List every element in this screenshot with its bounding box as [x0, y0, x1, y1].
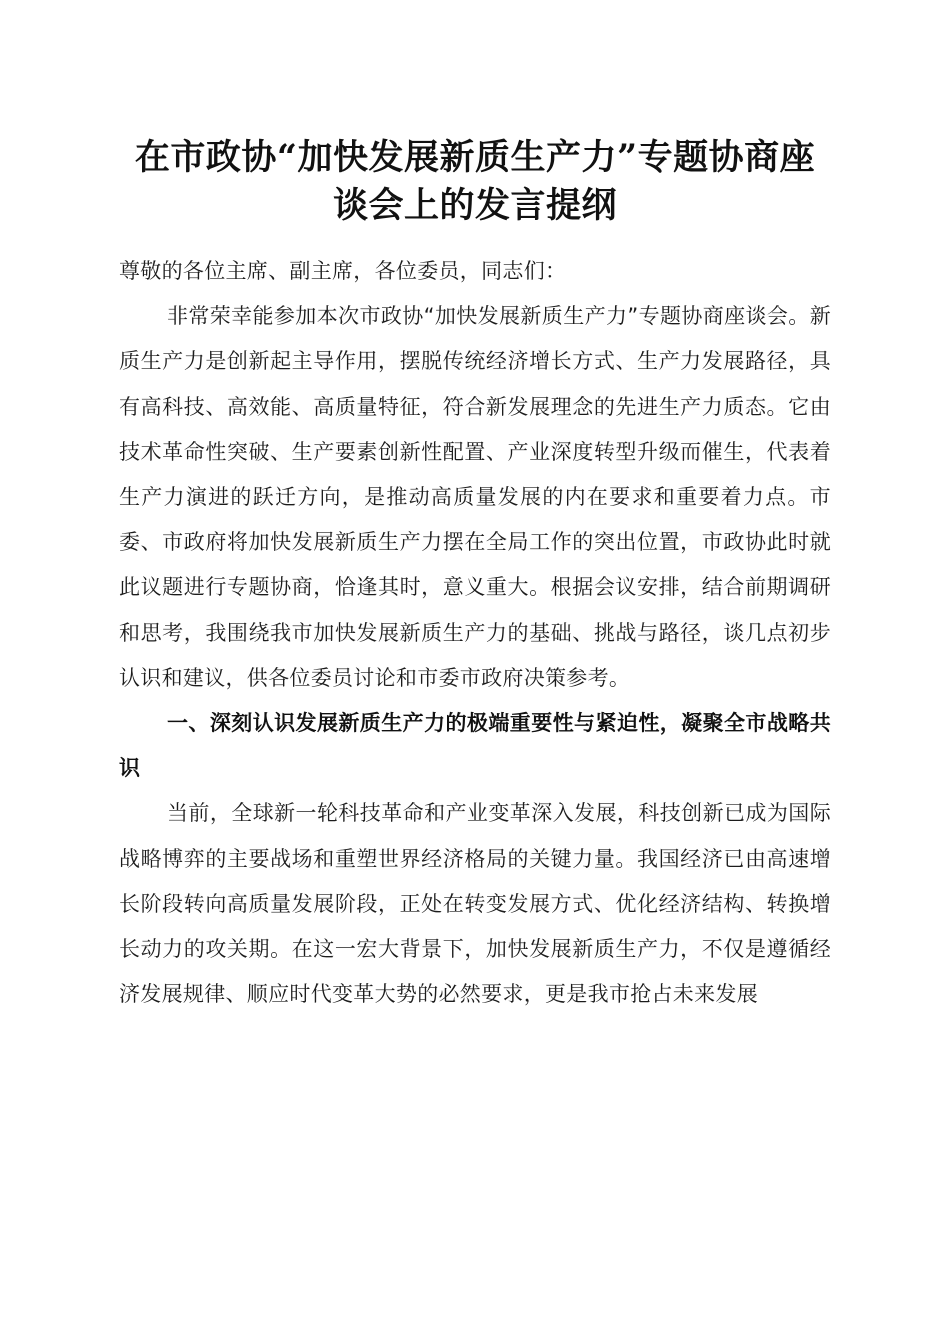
paragraph-section-1: 当前，全球新一轮科技革命和产业变革深入发展，科技创新已成为国际战略博弈的主要战场和重塑世界经济格局的关键力量。我国经济已由高速增长阶段转向高质量发展阶段，正处在转变发展方式、优化经济结构、转换增长动力的攻关期。在这一宏大背景下，加快发展新质生产力，不仅是遵循经济发展规律、顺应时代变革大势的必然要求，更是我市抢占未来发展 [119, 801, 831, 1007]
paragraph-intro: 非常荣幸能参加本次市政协“加快发展新质生产力”专题协商座谈会。新质生产力是创新起主导作用，摆脱传统经济增长方式、生产力发展路径，具有高科技、高效能、高质量特征，符合新发展理念的先进生产力质态。它由技术革命性突破、生产要素创新性配置、产业深度转型升级而催生，代表着生产力演进的跃迁方向，是推动高质量发展的内在要求和重要着力点。市委、市政府将加快发展新质生产力摆在全局工作的突出位置，市政协此时就此议题进行专题协商，恰逢其时，意义重大。根据会议安排，结合前期调研和思考，我围绕我市加快发展新质生产力的基础、挑战与路径，谈几点初步认识和建议，供各位委员讨论和市委市政府决策参考。 [119, 304, 831, 690]
title-line-1: 在市政协“加快发展新质生产力”专题协商座 [134, 137, 816, 178]
title-line-2: 谈会上的发言提纲 [332, 185, 617, 226]
salutation: 尊敬的各位主席、副主席，各位委员，同志们： [119, 259, 567, 283]
document-body [119, 249, 831, 1017]
section-heading-1: 一、深刻认识发展新质生产力的极端重要性与紧迫性，凝聚全市战略共识 [119, 711, 831, 781]
document-title [100, 134, 850, 230]
